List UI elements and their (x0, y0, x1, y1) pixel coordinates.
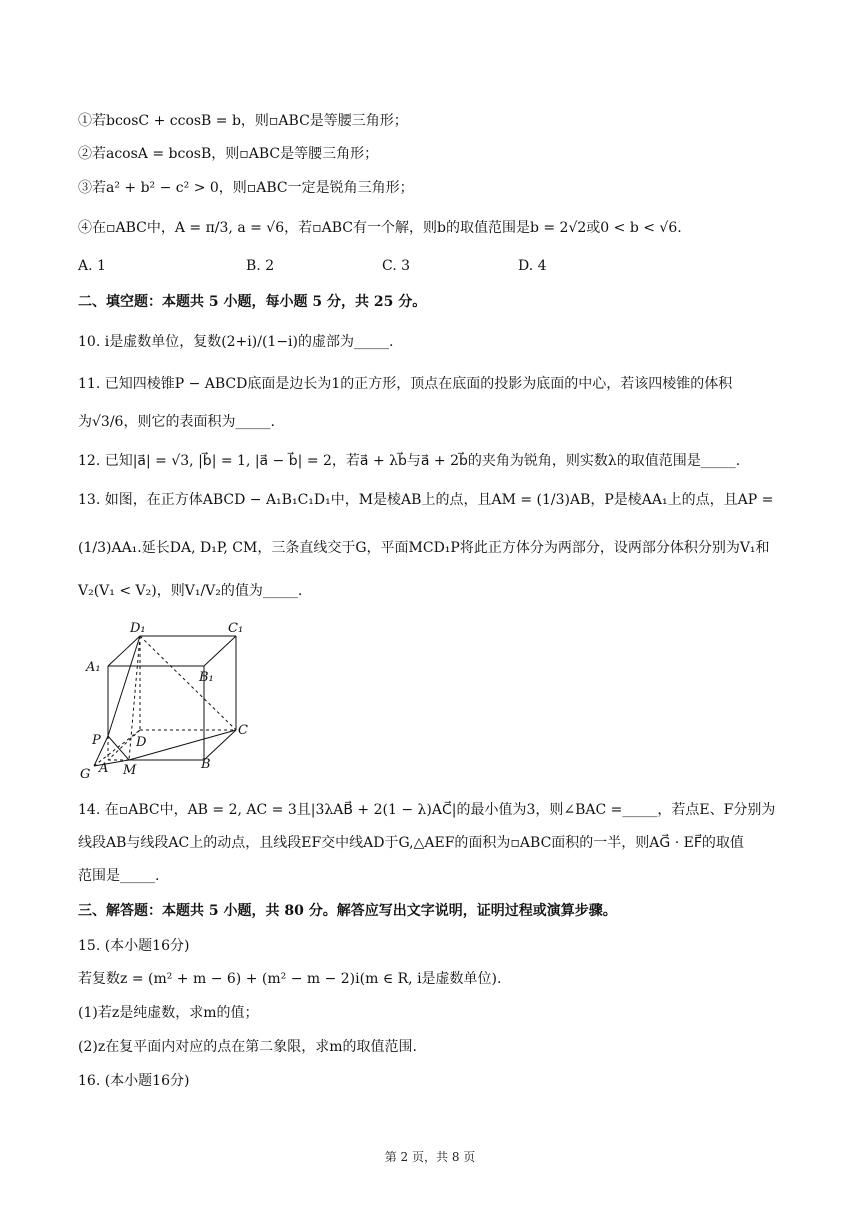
question-11-line-1: 11. 已知四棱锥P − ABCD底面是边长为1的正方形，顶点在底面的投影为底面的中心，若该四棱锥的体积 (78, 376, 733, 392)
option-c: C. 3 (382, 258, 411, 274)
question-14-line-3: 范围是_____. (78, 868, 160, 884)
answer-options (78, 258, 783, 278)
question-13-line-3: V₂(V₁ < V₂)，则V₁/V₂的值为_____. (78, 583, 303, 599)
label-g: G (80, 767, 91, 782)
section-solution-heading: 三、解答题：本题共 5 小题，共 80 分。解答应写出文字说明，证明过程或演算步骤。 (78, 903, 617, 919)
question-16-title: 16. (本小题16分) (78, 1073, 190, 1089)
label-a1: A₁ (86, 660, 101, 675)
question-14-line-1: 14. 在▫ABC中，AB = 2, AC = 3且|3λAB⃗ + 2(1 − λ)AC⃗|的最小值为3，则∠BAC =_____，若点E、F分别为 (78, 802, 776, 818)
statement-1: ①若bcosC + ccosB = b，则▫ABC是等腰三角形； (78, 113, 408, 129)
cube-diagram (72, 616, 272, 786)
statement-4: ④在▫ABC中，A = π/3, a = √6，若▫ABC有一个解，则b的取值范围是b = 2√2或0 < b < √6. (78, 220, 682, 236)
question-13-line-2: (1/3)AA₁.延长DA, D₁P, CM，三条直线交于G，平面MCD₁P将此正方体分为两部分，设两部分体积分别为V₁和 (78, 540, 770, 556)
question-11-line-2: 为√3/6，则它的表面积为_____. (78, 414, 275, 430)
question-14-line-2: 线段AB与线段AC上的动点，且线段EF交中线AD于G,△AEF的面积为▫ABC面积的一半，则AG⃗ · EF⃗的取值 (78, 835, 744, 851)
question-15-title: 15. (本小题16分) (78, 938, 190, 954)
question-15-part-1: (1)若z是纯虚数，求m的值； (78, 1005, 259, 1021)
cube-figure (72, 616, 272, 786)
option-b: B. 2 (246, 258, 275, 274)
label-b1: B₁ (199, 670, 214, 685)
label-b: B (201, 757, 211, 772)
label-p: P (92, 733, 101, 748)
section-fill-in-heading: 二、填空题：本题共 5 小题，每小题 5 分，共 25 分。 (78, 294, 427, 310)
label-a: A (99, 761, 109, 776)
question-12: 12. 已知|a⃗| = √3, |b⃗| = 1, |a⃗ − b⃗| = 2，若a⃗ + λb⃗与a⃗ + 2b⃗的夹角为锐角，则实数λ的取值范围是_____. (78, 453, 741, 469)
label-d: D (136, 735, 147, 750)
statement-2: ②若acosA = bcosB，则▫ABC是等腰三角形； (78, 146, 379, 162)
label-c1: C₁ (228, 621, 244, 636)
label-c: C (238, 723, 248, 738)
option-d: D. 4 (518, 258, 547, 274)
question-13-line-1: 13. 如图，在正方体ABCD − A₁B₁C₁D₁中，M是棱AB上的点，且AM = (1/3)AB，P是棱AA₁上的点，且AP = (78, 492, 774, 508)
statement-3: ③若a² + b² − c² > 0，则▫ABC一定是锐角三角形； (78, 180, 414, 196)
question-15-statement: 若复数z = (m² + m − 6) + (m² − m − 2)i(m ∈ R, i是虚数单位). (78, 971, 502, 987)
page-footer: 第 2 页，共 8 页 (384, 1150, 476, 1164)
label-d1: D₁ (130, 621, 146, 636)
question-15-part-2: (2)z在复平面内对应的点在第二象限，求m的取值范围. (78, 1039, 417, 1055)
question-10: 10. i是虚数单位，复数(2+i)/(1−i)的虚部为_____. (78, 334, 394, 350)
option-a: A. 1 (78, 258, 106, 274)
label-m: M (123, 763, 137, 778)
